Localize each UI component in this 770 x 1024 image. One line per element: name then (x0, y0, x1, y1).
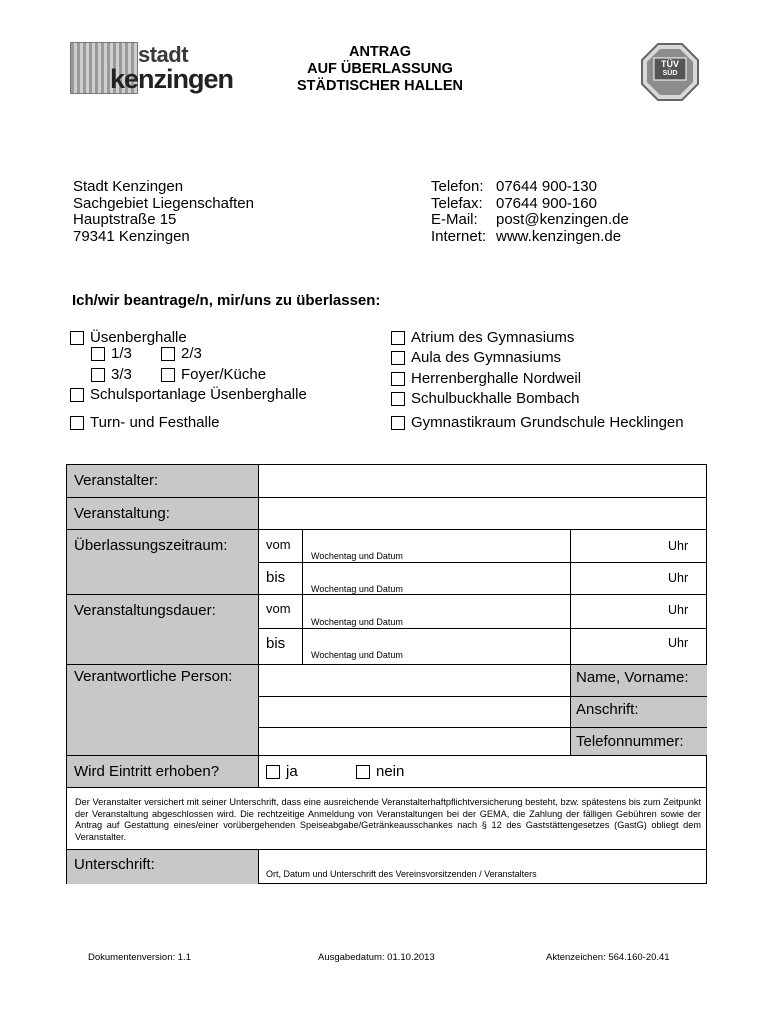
label-name: Name, Vorname: (576, 669, 689, 686)
checkbox[interactable] (70, 416, 84, 430)
footer-date: Ausgabedatum: 01.10.2013 (318, 952, 435, 963)
label-uhr: Uhr (668, 571, 689, 585)
veranstaltung-input[interactable] (259, 498, 707, 529)
tuv-text-top: TÜV (661, 59, 679, 69)
request-heading: Ich/wir beantrage/n, mir/uns zu überlassen: (72, 292, 381, 309)
contact-labels (431, 179, 486, 245)
veranstalter-input[interactable] (259, 465, 707, 497)
label-dauer: Veranstaltungsdauer: (74, 602, 216, 619)
option-usenberghalle[interactable]: Üsenberghalle (70, 329, 187, 346)
checkbox[interactable] (391, 416, 405, 430)
checkbox[interactable] (70, 388, 84, 402)
title-line-3: STÄDTISCHER HALLEN (297, 78, 463, 94)
label-zeitraum: Überlassungszeitraum: (74, 537, 228, 554)
option-turn-festhalle[interactable]: Turn- und Festhalle (70, 414, 220, 431)
option-usenberghalle-1-3[interactable]: 1/3 (91, 345, 132, 362)
option-schulsportanlage[interactable]: Schulsportanlage Üsenberghalle (70, 386, 307, 403)
title-line-1: ANTRAG (348, 44, 412, 60)
name-input[interactable] (259, 665, 570, 696)
address-line: Sachgebiet Liegenschaften (73, 194, 254, 212)
checkbox[interactable] (356, 765, 370, 779)
label-uhr: Uhr (668, 539, 689, 553)
footer-reference: Aktenzeichen: 564.160-20.41 (546, 952, 670, 963)
checkbox[interactable] (391, 331, 405, 345)
contact-label: Internet: (431, 227, 487, 245)
option-schulbuckhalle[interactable]: Schulbuckhalle Bombach (391, 390, 579, 407)
option-usenberghalle-3-3[interactable]: 3/3 (91, 366, 132, 383)
liability-disclaimer: Der Veranstalter versichert mit seiner Unterschrift, dass eine ausreichende Veranstalterhaftpflichtversicherung besteht, bzw. spätestens bis zum Zeitpunkt der Veranstaltung abgeschlossen wird. Die rechtzeitige Anmeldung von Veranstaltungen bei der GEMA, die Zahlung der fälligen Gebühren sowie der Antrag auf Gestattung eines/einer vorübergehenden Speiseabgabe/Getränkeausschankes nach § 12 des Gaststättengesetzes (GastG) obliegt dem Veranstalter. (75, 797, 701, 842)
label-veranstalter: Veranstalter: (74, 472, 159, 489)
checkbox[interactable] (91, 347, 105, 361)
address-line: Stadt Kenzingen (73, 178, 184, 195)
contact-label: Telefax: (431, 194, 483, 212)
label-unterschrift: Unterschrift: (74, 856, 155, 873)
checkbox[interactable] (391, 372, 405, 386)
anschrift-input[interactable] (259, 697, 570, 727)
option-usenberghalle-foyer[interactable]: Foyer/Küche (161, 366, 266, 383)
hint-unterschrift: Ort, Datum und Unterschrift des Vereinsvorsitzenden / Veranstalters (266, 869, 537, 879)
label-uhr: Uhr (668, 636, 689, 650)
dauer-vom-time-input[interactable] (571, 595, 661, 628)
phone-value: 07644 900-130 (496, 178, 597, 195)
logo (70, 42, 234, 94)
fax-value: 07644 900-160 (496, 194, 597, 212)
telefon-input[interactable] (259, 728, 570, 755)
hint-wochentag: Wochentag und Datum (311, 584, 403, 594)
footer-version: Dokumentenversion: 1.1 (88, 952, 191, 963)
checkbox[interactable] (391, 351, 405, 365)
option-atrium[interactable]: Atrium des Gymnasiums (391, 329, 574, 346)
tuv-certification-seal (640, 42, 700, 102)
dauer-bis-time-input[interactable] (571, 629, 661, 664)
label-person: Verantwortliche Person: (74, 668, 233, 685)
zeitraum-bis-time-input[interactable] (571, 563, 661, 594)
checkbox[interactable] (91, 368, 105, 382)
logo-text-kenzingen: kenzingen (110, 64, 234, 94)
option-herrenberghalle[interactable]: Herrenberghalle Nordweil (391, 370, 581, 387)
option-usenberghalle-2-3[interactable]: 2/3 (161, 345, 202, 362)
contact-values (496, 179, 629, 245)
label-telefon: Telefonnummer: (576, 733, 684, 750)
contact-label: Telefon: (431, 178, 484, 195)
hint-wochentag: Wochentag und Datum (311, 650, 403, 660)
eintritt-ja-option[interactable]: ja (266, 763, 298, 780)
eintritt-nein-option[interactable]: nein (356, 763, 404, 780)
checkbox[interactable] (161, 347, 175, 361)
option-aula[interactable]: Aula des Gymnasiums (391, 349, 561, 366)
label-bis: bis (266, 569, 286, 586)
address-block (73, 179, 254, 245)
label-uhr: Uhr (668, 603, 689, 617)
hint-wochentag: Wochentag und Datum (311, 617, 403, 627)
label-vom: vom (266, 601, 291, 616)
document-title (250, 44, 510, 95)
website-value: www.kenzingen.de (496, 227, 622, 245)
email-value: post@kenzingen.de (496, 211, 629, 228)
title-line-2: AUF ÜBERLASSUNG (307, 61, 453, 77)
hint-wochentag: Wochentag und Datum (311, 551, 403, 561)
checkbox[interactable] (161, 368, 175, 382)
zeitraum-vom-time-input[interactable] (571, 530, 661, 562)
address-line: Hauptstraße 15 (73, 211, 177, 228)
label-anschrift: Anschrift: (576, 701, 639, 718)
label-veranstaltung: Veranstaltung: (74, 505, 170, 522)
checkbox[interactable] (70, 331, 84, 345)
label-vom: vom (266, 537, 291, 552)
checkbox[interactable] (266, 765, 280, 779)
logo-text-stadt: stadt (138, 42, 189, 67)
option-gymnastikraum[interactable]: Gymnastikraum Grundschule Hecklingen (391, 414, 684, 431)
application-form (66, 464, 707, 884)
checkbox[interactable] (391, 392, 405, 406)
tuv-text-bottom: SÜD (662, 70, 678, 77)
label-eintritt: Wird Eintritt erhoben? (74, 763, 220, 780)
label-bis: bis (266, 635, 286, 652)
address-line: 79341 Kenzingen (73, 227, 190, 245)
contact-label: E-Mail: (431, 211, 478, 228)
